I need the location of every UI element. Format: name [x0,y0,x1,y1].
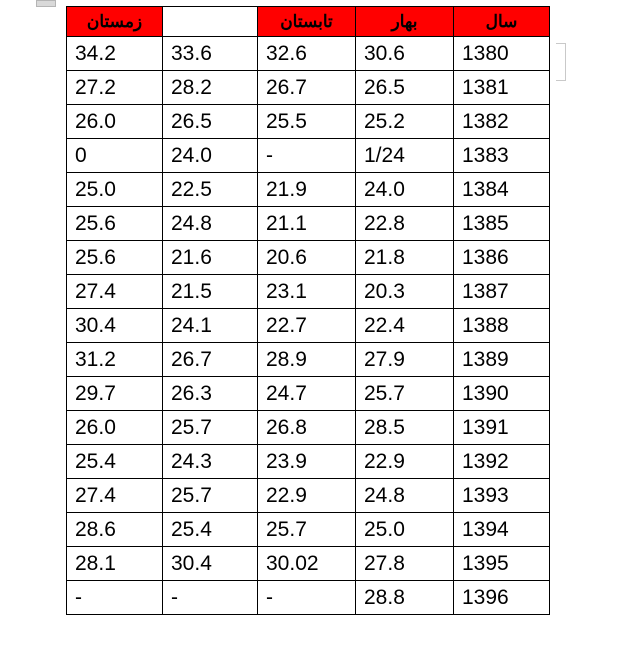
cell-winter: 30.4 [67,309,163,343]
cell-spring: 25.0 [356,513,454,547]
cell-winter: 25.4 [67,445,163,479]
cell-summer: 25.5 [258,105,356,139]
cell-summer: 32.6 [258,37,356,71]
cell-spring: 22.9 [356,445,454,479]
table-row [67,343,550,377]
cell-fall: 25.4 [163,513,258,547]
cell-winter: - [67,581,163,615]
cell-year: 1393 [454,479,550,513]
cell-spring: 28.5 [356,411,454,445]
cell-spring: 25.2 [356,105,454,139]
cell-spring: 27.9 [356,343,454,377]
table-row [67,513,550,547]
cell-winter: 0 [67,139,163,173]
column-header-spring-label: بهار [391,11,418,31]
table-row [67,173,550,207]
cell-year: 1384 [454,173,550,207]
ruler-tab-marker [36,0,56,7]
table-row [67,309,550,343]
cell-fall: 30.4 [163,547,258,581]
cell-year: 1382 [454,105,550,139]
table-row [67,37,550,71]
table-header-row [67,7,550,37]
cell-fall: 25.7 [163,479,258,513]
cell-spring: 27.8 [356,547,454,581]
cell-summer: 21.1 [258,207,356,241]
cell-fall: 25.7 [163,411,258,445]
table-row [67,377,550,411]
cell-summer: 21.9 [258,173,356,207]
table-body [67,37,550,615]
cell-fall: 24.0 [163,139,258,173]
column-header-fall-spacer [163,7,258,37]
cell-fall: 24.3 [163,445,258,479]
cell-fall: 26.3 [163,377,258,411]
column-header-year [454,7,550,37]
cell-summer: 22.7 [258,309,356,343]
cell-spring: 20.3 [356,275,454,309]
cell-winter: 25.6 [67,207,163,241]
cell-year: 1380 [454,37,550,71]
cell-winter: 27.4 [67,275,163,309]
cell-fall: 33.6 [163,37,258,71]
cell-summer: - [258,581,356,615]
table-row [67,207,550,241]
cell-winter: 25.6 [67,241,163,275]
cell-winter: 29.7 [67,377,163,411]
cell-year: 1387 [454,275,550,309]
cell-year: 1386 [454,241,550,275]
cell-winter: 34.2 [67,37,163,71]
cell-spring: 26.5 [356,71,454,105]
cell-fall: 24.1 [163,309,258,343]
column-header-winter-label: زمستان [86,11,143,31]
table-row [67,479,550,513]
cell-summer: 26.8 [258,411,356,445]
table-row [67,581,550,615]
cell-fall: 21.5 [163,275,258,309]
seasonal-values-table [66,6,550,615]
cell-year: 1390 [454,377,550,411]
cell-summer: 23.9 [258,445,356,479]
cell-spring: 22.8 [356,207,454,241]
table-row [67,547,550,581]
cell-year: 1394 [454,513,550,547]
cell-year: 1392 [454,445,550,479]
cell-fall: 26.5 [163,105,258,139]
cell-spring: 24.0 [356,173,454,207]
cell-year: 1388 [454,309,550,343]
column-header-summer-label: تابستان [280,11,333,31]
table-row [67,275,550,309]
selection-handle-marker [556,43,566,81]
table-row [67,139,550,173]
cell-winter: 28.1 [67,547,163,581]
cell-winter: 26.0 [67,411,163,445]
cell-spring: 24.8 [356,479,454,513]
table-row [67,411,550,445]
cell-summer: 20.6 [258,241,356,275]
cell-spring: 22.4 [356,309,454,343]
cell-fall: 21.6 [163,241,258,275]
cell-spring: 28.8 [356,581,454,615]
table-row [67,445,550,479]
cell-year: 1381 [454,71,550,105]
cell-winter: 26.0 [67,105,163,139]
table-row [67,105,550,139]
cell-year: 1396 [454,581,550,615]
cell-winter: 28.6 [67,513,163,547]
cell-year: 1385 [454,207,550,241]
table-row [67,241,550,275]
cell-fall: - [163,581,258,615]
cell-winter: 27.4 [67,479,163,513]
cell-fall: 28.2 [163,71,258,105]
column-header-winter [67,7,163,37]
cell-year: 1389 [454,343,550,377]
cell-summer: 25.7 [258,513,356,547]
cell-spring: 30.6 [356,37,454,71]
cell-spring: 21.8 [356,241,454,275]
column-header-year-label: سال [485,11,518,31]
cell-summer: 23.1 [258,275,356,309]
cell-spring: 25.7 [356,377,454,411]
column-header-spring [356,7,454,37]
cell-winter: 27.2 [67,71,163,105]
cell-fall: 24.8 [163,207,258,241]
cell-fall: 26.7 [163,343,258,377]
cell-year: 1395 [454,547,550,581]
table-row [67,71,550,105]
cell-year: 1383 [454,139,550,173]
cell-winter: 25.0 [67,173,163,207]
cell-summer: 24.7 [258,377,356,411]
cell-summer: 22.9 [258,479,356,513]
column-header-summer [258,7,356,37]
cell-fall: 22.5 [163,173,258,207]
cell-summer: 26.7 [258,71,356,105]
cell-summer: - [258,139,356,173]
cell-summer: 28.9 [258,343,356,377]
cell-summer: 30.02 [258,547,356,581]
cell-spring: 1/24 [356,139,454,173]
cell-year: 1391 [454,411,550,445]
cell-winter: 31.2 [67,343,163,377]
